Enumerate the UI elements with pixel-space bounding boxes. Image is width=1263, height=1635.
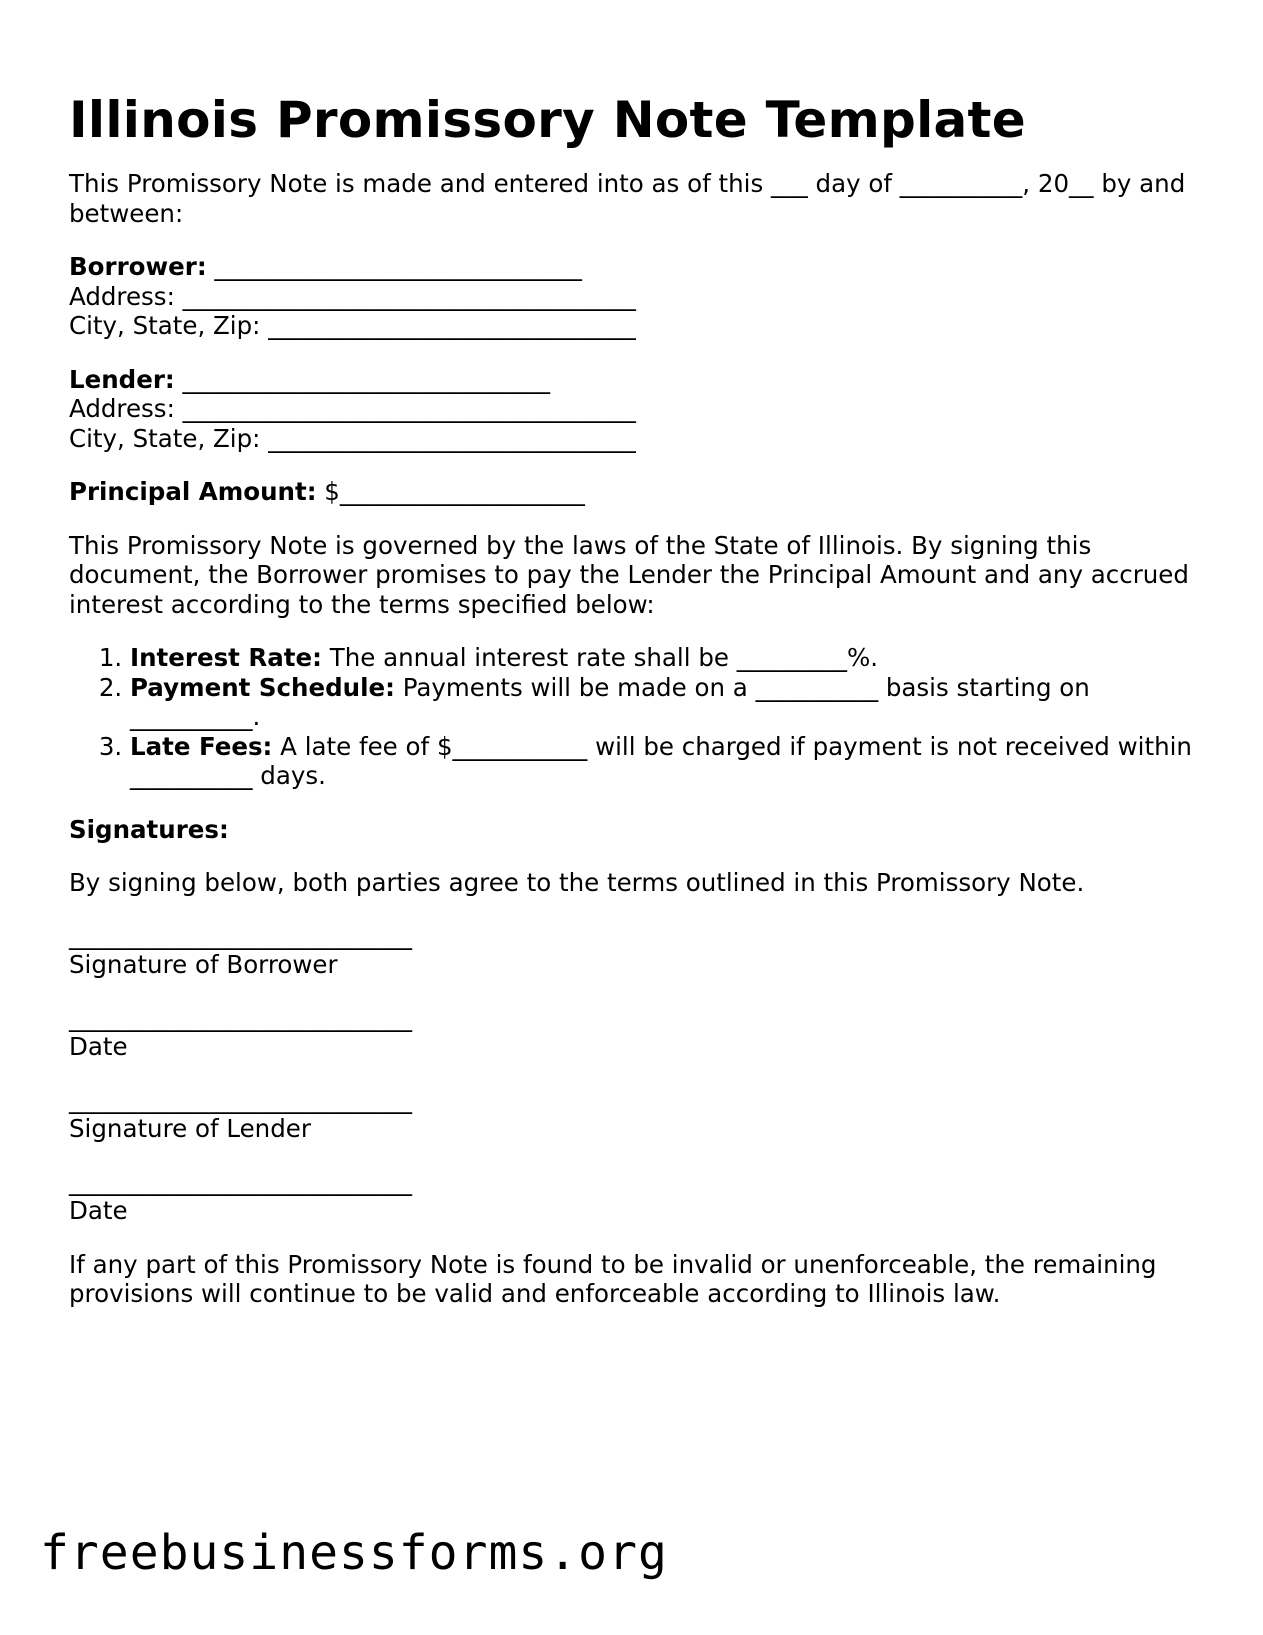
borrower-signature-caption: Signature of Borrower: [69, 950, 338, 979]
lender-signature-line: ____________________________: [69, 1084, 412, 1114]
severability-paragraph: If any part of this Promissory Note is found to be invalid or unenforceable, the remaining provisions will continue to be valid and enforceable according to Illinois law.: [69, 1249, 1157, 1308]
lender-date-line: ____________________________: [69, 1166, 412, 1196]
terms-list: [69, 643, 1209, 791]
intro-paragraph: This Promissory Note is made and entered into as of this ___ day of __________, 20__ by and between:: [69, 169, 1186, 228]
term-late-fees-text: A late fee of $___________ will be charged if payment is not received within __________ days.: [130, 731, 1192, 790]
signatures-heading: [69, 815, 1209, 845]
principal-amount-label: Principal Amount:: [69, 477, 317, 506]
borrower-section: [69, 252, 1209, 341]
site-watermark: freebusinessforms.org: [40, 1525, 668, 1581]
term-late-fees-label: Late Fees:: [130, 731, 273, 761]
lender-label: Lender:: [69, 364, 175, 394]
term-interest-rate-text: The annual interest rate shall be _________%.: [321, 643, 879, 672]
borrower-signature-line: ____________________________: [69, 920, 412, 950]
lender-city-state-zip-line: City, State, Zip: ______________________________: [69, 423, 636, 453]
borrower-date-caption: Date: [69, 1032, 128, 1061]
borrower-signature-block: [69, 921, 1209, 980]
principal-amount-blank: $____________________: [316, 477, 585, 506]
borrower-city-state-zip-line: City, State, Zip: ______________________________: [69, 311, 636, 340]
term-late-fees: [130, 732, 1209, 791]
borrower-name-blank: ______________________________: [206, 252, 582, 281]
term-interest-rate-label: Interest Rate:: [130, 643, 322, 672]
document-title: Illinois Promissory Note Template: [69, 91, 1026, 149]
signatures-intro: By signing below, both parties agree to the terms outlined in this Promissory Note.: [69, 868, 1085, 897]
lender-address-line: Address: _____________________________________: [69, 394, 636, 423]
signatures-heading-text: Signatures:: [69, 814, 229, 844]
term-payment-schedule: [130, 673, 1209, 732]
lender-signature-block: [69, 1085, 1209, 1144]
lender-date-caption: Date: [69, 1196, 128, 1225]
borrower-date-line: ____________________________: [69, 1002, 412, 1032]
borrower-date-block: [69, 1003, 1209, 1062]
borrower-address-line: Address: _____________________________________: [69, 281, 636, 311]
lender-name-blank: ______________________________: [174, 364, 551, 394]
lender-signature-caption: Signature of Lender: [69, 1114, 311, 1143]
lender-section: [69, 365, 1209, 454]
term-payment-schedule-label: Payment Schedule:: [130, 672, 395, 702]
promissory-note-document: [69, 85, 1209, 1309]
lender-date-block: [69, 1167, 1209, 1226]
borrower-label: Borrower:: [69, 252, 207, 281]
lender-name-line: [69, 365, 1209, 395]
term-interest-rate: [130, 643, 1209, 673]
principal-amount-line: [69, 477, 1209, 507]
borrower-name-line: [69, 252, 1209, 282]
term-payment-schedule-text: Payments will be made on a __________ basis starting on __________.: [130, 672, 1090, 731]
governing-law-paragraph: This Promissory Note is governed by the laws of the State of Illinois. By signing this document, the Borrower promises to pay the Lender the Principal Amount and any accrued interest according to the terms specified below:: [69, 530, 1189, 619]
